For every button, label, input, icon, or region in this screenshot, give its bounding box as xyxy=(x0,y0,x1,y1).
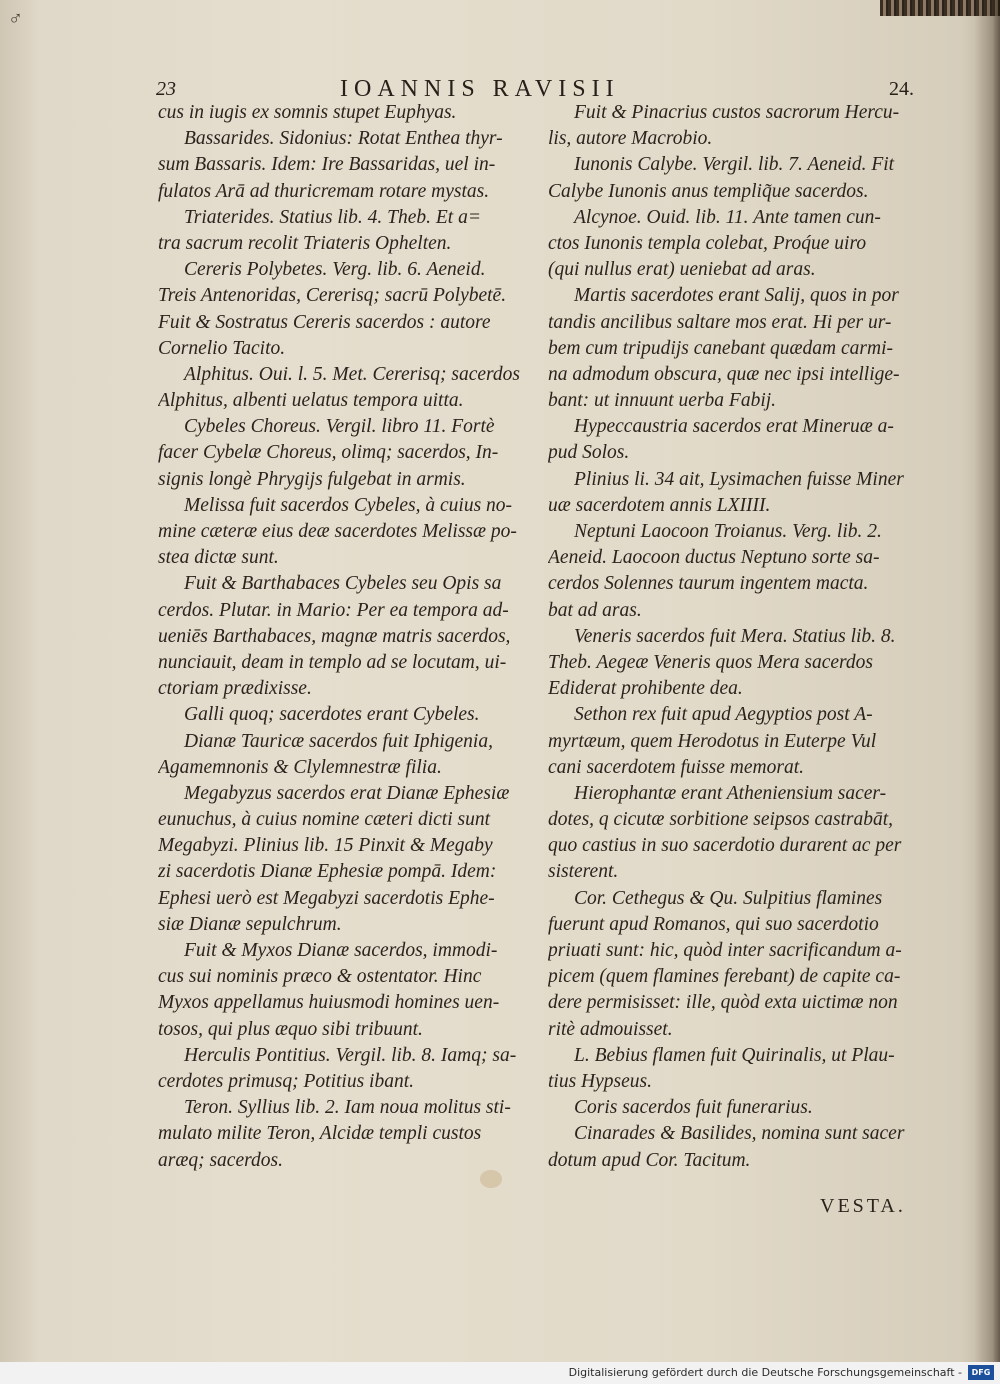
text-line: na admodum obscura, quæ nec ipsi intellige- xyxy=(548,363,900,385)
text-line: Ephesi uerò est Megabyzi sacerdotis Ephe- xyxy=(158,887,495,909)
text-line: eunuchus, à cuius nomine cæteri dicti sunt xyxy=(158,809,490,831)
text-line: Agamemnonis & Clylemnestræ filia. xyxy=(158,756,442,778)
text-line: Melissa fuit sacerdos Cybeles, à cuius no- xyxy=(184,494,513,516)
text-line: Ediderat prohibente dea. xyxy=(548,678,743,700)
text-line: cus in iugis ex somnis stupet Euphyas. xyxy=(158,102,457,123)
text-line: Cybeles Choreus. Vergil. libro 11. Fortè xyxy=(184,416,495,438)
text-line: Aeneid. Laocoon ductus Neptuno sorte sa- xyxy=(548,547,880,569)
text-line: Martis sacerdotes erant Salij, quos in por xyxy=(574,285,899,307)
text-line: Fuit & Pinacrius custos sacrorum Hercu- xyxy=(574,102,900,123)
text-line: Herculis Pontitius. Vergil. lib. 8. Iamq; sa- xyxy=(184,1044,517,1066)
text-line: Megabyzi. Plinius lib. 15 Pinxit & Megaby xyxy=(158,835,493,857)
text-line: fuerunt apud Romanos, qui suo sacerdotio xyxy=(548,913,879,935)
text-line: Coris sacerdos fuit funerarius. xyxy=(574,1097,813,1119)
text-line: Treis Antenoridas, Cererisq; sacrū Polybetē. xyxy=(158,285,507,307)
text-line: tius Hypseus. xyxy=(548,1070,652,1092)
text-line: cerdos. Plutar. in Mario: Per ea tempora ad- xyxy=(158,599,509,621)
running-title: IOANNIS RAVISII xyxy=(340,76,620,102)
text-line: sum Bassaris. Idem: Ire Bassaridas, uel in- xyxy=(158,154,496,176)
text-line: Fuit & Myxos Dianæ sacerdos, immodi- xyxy=(184,940,498,961)
text-line: cani sacerdotem fuisse memorat. xyxy=(548,756,804,778)
text-line: Bassarides. Sidonius: Rotat Enthea thyr- xyxy=(184,128,503,150)
text-line: ueniēs Barthabaces, magnæ matris sacerdos, xyxy=(158,625,511,647)
text-line: Theb. Aegeæ Veneris quos Mera sacerdos xyxy=(548,651,873,673)
text-line: tandis ancilibus saltare mos erat. Hi per ur- xyxy=(548,311,892,333)
text-line: sisterent. xyxy=(548,861,619,883)
text-line: L. Bebius flamen fuit Quirinalis, ut Plau- xyxy=(574,1044,895,1066)
corner-mark: ♂ xyxy=(8,8,23,30)
text-line: quo castius in suo sacerdotio durarent ac per xyxy=(548,835,902,857)
text-line: Sethon rex fuit apud Aegyptios post A- xyxy=(574,704,873,726)
text-line: pud Solos. xyxy=(548,442,630,464)
text-line: cus sui nominis præco & ostentator. Hinc xyxy=(158,966,482,988)
text-line: Cereris Polybetes. Verg. lib. 6. Aeneid. xyxy=(184,259,486,281)
text-line: signis longè Phrygijs fulgebat in armis. xyxy=(158,468,466,490)
text-line: Triaterides. Statius lib. 4. Theb. Et a= xyxy=(184,206,482,228)
text-line: bat ad aras. xyxy=(548,599,642,621)
text-line: dere permisisset: ille, quòd exta uictimæ non xyxy=(548,992,898,1014)
text-line: dotes, q cicutæ sorbitione seipsos castrabāt, xyxy=(548,809,894,831)
footer-credit-text: Digitalisierung gefördert durch die Deutsche Forschungsgemeinschaft - xyxy=(568,1366,962,1379)
text-line: bem cum tripudijs canebant quædam carmi- xyxy=(548,337,894,359)
digitization-footer xyxy=(0,1362,1000,1384)
text-line: Hierophantæ erant Atheniensium sacer- xyxy=(574,782,887,804)
right-text-column xyxy=(548,100,913,1174)
text-line: zi sacerdotis Dianæ Ephesiæ pompā. Idem: xyxy=(158,861,497,883)
text-line: Cornelio Tacito. xyxy=(158,337,286,359)
text-line: Myxos appellamus huiusmodi homines uen- xyxy=(158,992,500,1014)
text-line: ctos Iunonis templa colebat, Proq́ue uiro xyxy=(548,232,867,254)
folio-left: 23 xyxy=(156,78,176,100)
text-line: cerdotes primusq; Potitius ibant. xyxy=(158,1070,415,1092)
text-line: Galli quoq; sacerdotes erant Cybeles. xyxy=(184,704,480,726)
text-line: bant: ut innuunt uerba Fabij. xyxy=(548,390,777,412)
text-line: Hypeccaustria sacerdos erat Mineruæ a- xyxy=(574,416,894,438)
text-line: uæ sacerdotem annis LXIIII. xyxy=(548,494,771,516)
text-line: Alphitus. Oui. l. 5. Met. Cererisq; sacerdos xyxy=(184,363,520,385)
text-line: aræq; sacerdos. xyxy=(158,1149,283,1171)
text-line: Calybe Iunonis anus templiq̃ue sacerdos. xyxy=(548,180,869,202)
text-line: Iunonis Calybe. Vergil. lib. 7. Aeneid. Fit xyxy=(574,154,895,176)
text-line: Alphitus, albenti uelatus tempora uitta. xyxy=(158,390,464,412)
text-line: Teron. Syllius lib. 2. Iam noua molitus sti- xyxy=(184,1097,511,1119)
text-line: Alcynoe. Ouid. lib. 11. Ante tamen cun- xyxy=(574,206,881,228)
text-line: siæ Dianæ sepulchrum. xyxy=(158,913,342,935)
text-line: facer Cybelæ Choreus, olimq; sacerdos, In- xyxy=(158,442,499,464)
text-line: Veneris sacerdos fuit Mera. Statius lib. 8. xyxy=(574,625,896,647)
text-line: tra sacrum recolit Triateris Ophelten. xyxy=(158,232,452,254)
text-line: priuati sunt: hic, quòd inter sacrificandum a- xyxy=(548,940,902,961)
text-line: (qui nullus erat) ueniebat ad aras. xyxy=(548,259,816,281)
text-line: stea dictæ sunt. xyxy=(158,547,279,569)
text-line: Fuit & Barthabaces Cybeles seu Opis sa xyxy=(184,573,502,595)
binding-edge xyxy=(880,0,1000,16)
text-line: tosos, qui plus æquo sibi tribuunt. xyxy=(158,1018,423,1040)
text-line: fulatos Arā ad thuricremam rotare mystas. xyxy=(158,180,490,202)
text-line: dotum apud Cor. Tacitum. xyxy=(548,1149,751,1171)
text-line: Megabyzus sacerdos erat Dianæ Ephesiæ xyxy=(184,782,510,804)
text-line: myrtæum, quem Herodotus in Euterpe Vul xyxy=(548,730,877,752)
left-text-column xyxy=(158,100,523,1174)
text-line: ritè admouisset. xyxy=(548,1018,673,1040)
text-line: Cor. Cethegus & Qu. Sulpitius flamines xyxy=(574,887,883,909)
text-line: mulato milite Teron, Alcidæ templi custos xyxy=(158,1123,482,1145)
text-line: lis, autore Macrobio. xyxy=(548,128,713,150)
text-line: picem (quem flamines ferebant) de capite ca- xyxy=(548,966,901,988)
folio-right: 24. xyxy=(889,78,914,100)
catchword: VESTA. xyxy=(820,1195,906,1217)
text-line: Neptuni Laocoon Troianus. Verg. lib. 2. xyxy=(574,521,882,542)
text-line: cerdos Solennes taurum ingentem macta. xyxy=(548,573,869,595)
text-line: mine cæteræ eius deæ sacerdotes Melissæ po- xyxy=(158,521,517,542)
text-line: Plinius li. 34 ait, Lysimachen fuisse Miner xyxy=(574,468,904,490)
text-line: ctoriam prædixisse. xyxy=(158,678,312,700)
text-line: Dianæ Tauricæ sacerdos fuit Iphigenia, xyxy=(184,730,493,752)
text-line: nunciauit, deam in templo ad se locutam, ui- xyxy=(158,651,507,673)
text-line: Fuit & Sostratus Cereris sacerdos : autore xyxy=(158,311,491,333)
text-line: Cinarades & Basilides, nomina sunt sacer xyxy=(574,1123,905,1145)
dfg-logo: DFG xyxy=(968,1365,994,1380)
